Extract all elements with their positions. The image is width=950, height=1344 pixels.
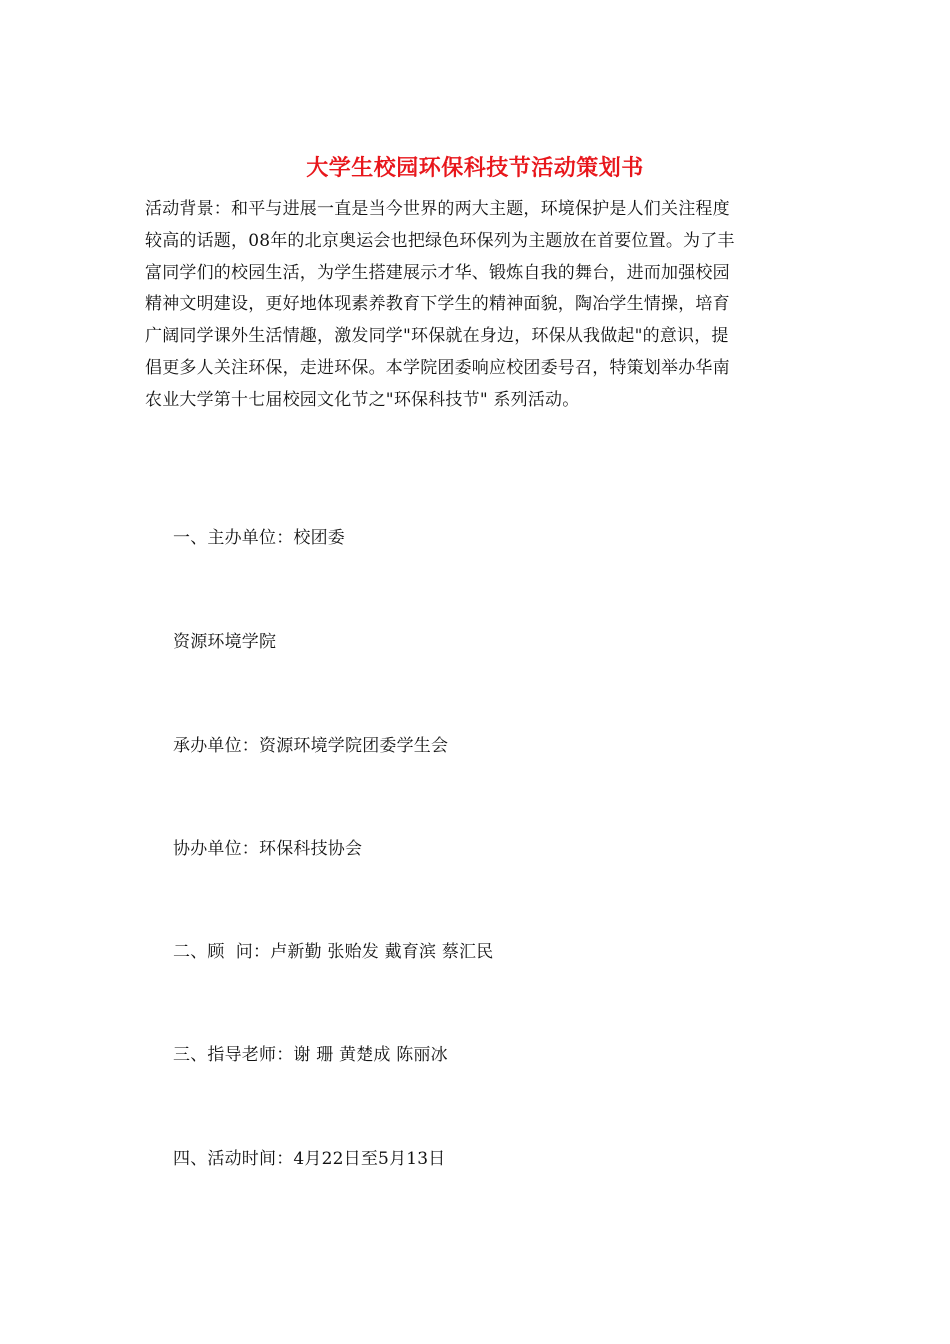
paragraph-line: 倡更多人关注环保，走进环保。本学院团委响应校团委号召，特策划举办华南	[145, 357, 730, 378]
paragraph-line: 活动背景：和平与进展一直是当今世界的两大主题，环境保护是人们关注程度	[145, 199, 730, 219]
activity-time-line: 四、活动时间：4月22日至5月13日	[173, 1149, 446, 1169]
paragraph-line: 广阔同学课外生活情趣，激发同学"环保就在身边，环保从我做起"的意识，提	[145, 326, 729, 347]
paragraph-line: 农业大学第十七届校园文化节之"环保科技节" 系列活动。	[145, 389, 580, 410]
instructors-line: 三、指导老师：谢 珊 黄楚成 陈丽冰	[173, 1045, 448, 1065]
paragraph-line: 较高的话题，08年的北京奥运会也把绿色环保列为主题放在首要位置。为了丰	[145, 230, 735, 251]
document-title: 大学生校园环保科技节活动策划书	[306, 155, 644, 181]
paragraph-line: 精神文明建设，更好地体现素养教育下学生的精神面貌，陶冶学生情操，培育	[145, 294, 730, 315]
sponsor-line: 一、主办单位：校团委	[173, 528, 345, 548]
organizer-line: 承办单位：资源环境学院团委学生会	[173, 736, 449, 756]
background-paragraph	[145, 194, 805, 417]
co-organizer-line: 协办单位：环保科技协会	[173, 839, 363, 859]
advisors-line: 二、顾 问：卢新勤 张贻发 戴育滨 蔡汇民	[173, 942, 494, 962]
sponsor-school-line: 资源环境学院	[173, 632, 277, 652]
paragraph-line: 富同学们的校园生活，为学生搭建展示才华、锻炼自我的舞台，进而加强校园	[145, 262, 730, 283]
